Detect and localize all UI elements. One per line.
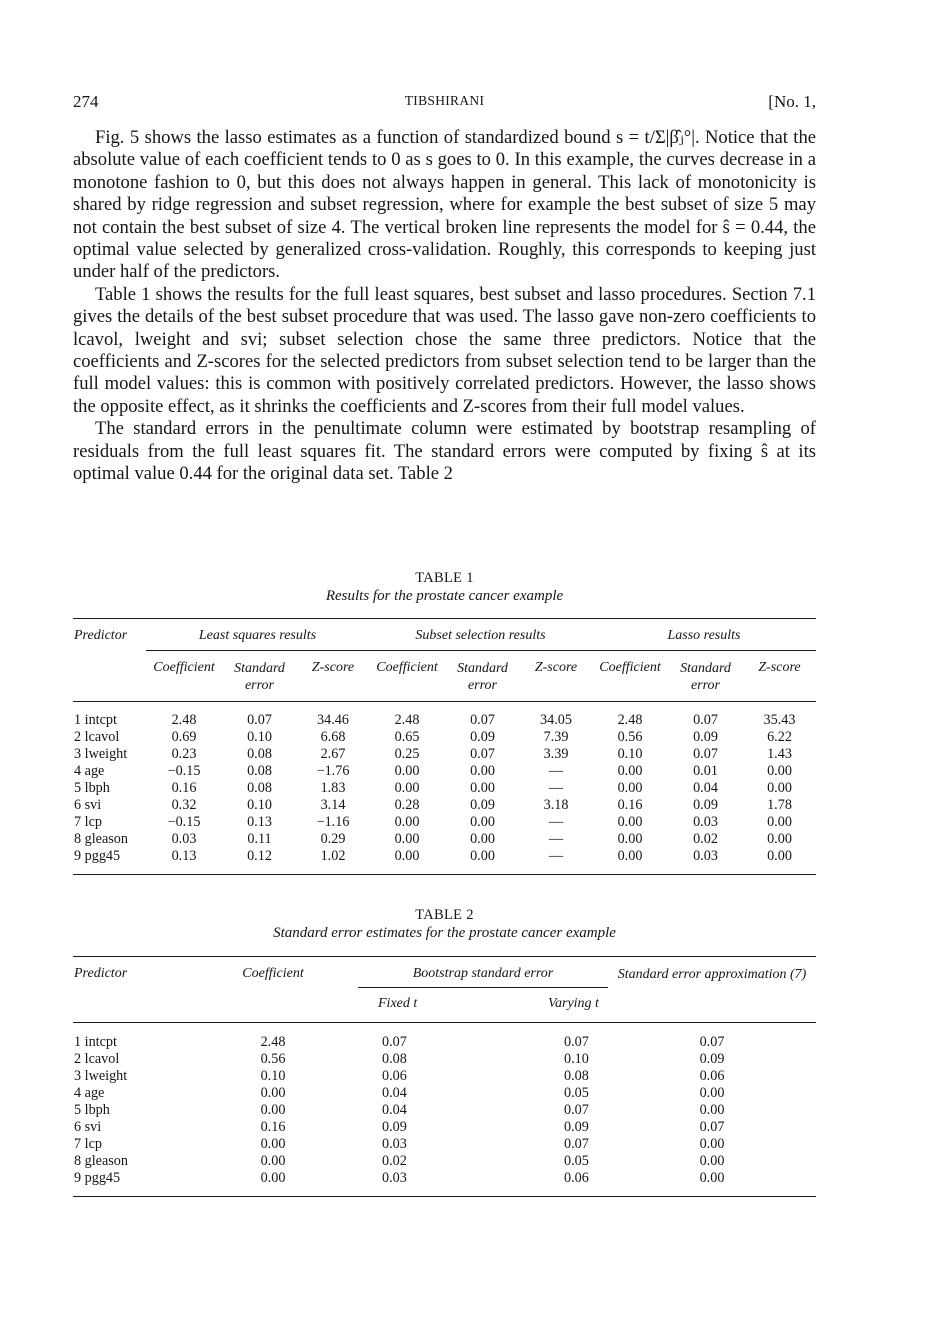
- table1-subheader-row: [73, 651, 816, 702]
- value-cell: 0.07: [470, 712, 495, 728]
- value-cell: 0.09: [470, 729, 495, 745]
- value-cell: 0.07: [564, 1136, 589, 1152]
- value-cell: 0.00: [767, 831, 792, 847]
- value-cell: 0.00: [394, 848, 420, 864]
- value-cell: 0.05: [564, 1153, 589, 1169]
- value-cell: 0.00: [699, 1170, 725, 1186]
- table-row: [73, 1119, 816, 1136]
- predictor-cell: 6 svi: [74, 1119, 102, 1135]
- table2-title: [73, 906, 816, 942]
- value-cell: 0.56: [260, 1051, 286, 1067]
- value-cell: 0.10: [260, 1068, 286, 1084]
- value-cell: 3.18: [543, 797, 569, 813]
- value-cell: 0.00: [394, 780, 420, 796]
- value-cell: 0.10: [617, 746, 643, 762]
- value-cell: 0.02: [693, 831, 718, 847]
- value-cell: 6.22: [767, 729, 792, 745]
- table-row: [73, 702, 816, 730]
- value-cell: 0.56: [617, 729, 643, 745]
- table-row: [73, 1068, 816, 1085]
- value-cell: 7.39: [543, 729, 569, 745]
- table1-caption: Results for the prostate cancer example: [325, 588, 564, 604]
- value-cell: 0.08: [247, 763, 272, 779]
- value-cell: −1.76: [316, 763, 350, 779]
- paragraph-standard-errors: The standard errors in the penultimate column were estimated by bootstrap resampling of residuals from the full least squares fit. The standard errors were computed by fixing ŝ at its optimal value 0.44 for the original data set. Table 2: [73, 418, 816, 485]
- value-cell: 34.46: [317, 712, 349, 728]
- table-row: [73, 1051, 816, 1068]
- value-cell: 0.65: [394, 729, 420, 745]
- predictor-cell: 7 lcp: [74, 1136, 102, 1152]
- table2: [73, 956, 816, 1197]
- value-cell: 0.00: [617, 814, 643, 830]
- value-cell: 0.12: [247, 848, 272, 864]
- predictor-cell: 4 age: [74, 1085, 105, 1101]
- value-cell: 0.00: [699, 1085, 725, 1101]
- value-cell: 0.69: [171, 729, 197, 745]
- table1-group-subset: Subset selection results: [369, 619, 592, 651]
- value-cell: 0.00: [767, 763, 792, 779]
- predictor-cell: 1 intcpt: [74, 1034, 117, 1050]
- value-cell: 3.39: [543, 746, 569, 762]
- value-cell: 0.06: [564, 1170, 589, 1186]
- value-cell: 0.00: [394, 763, 420, 779]
- value-cell: −0.15: [167, 814, 201, 830]
- paragraph-fig5: Fig. 5 shows the lasso estimates as a function of standardized bound s = t/Σ|β̂ⱼ°|. Notice that the absolute value of each coefficient tends to 0 as s goes to 0. In this example, the curves decrease in a monotone fashion to 0, but this does not always happen in general. This lack of monotonicity is shared by ridge regression and subset regression, where for example the best subset of size 5 may not contain the best subset of size 4. The vertical broken line represents the model for ŝ = 0.44, the optimal value selected by generalized cross-validation. Roughly, this corresponds to keeping just under half of the predictors.: [73, 127, 816, 283]
- value-cell: 0.04: [382, 1102, 407, 1118]
- table2-label: TABLE 2: [415, 907, 474, 923]
- value-cell: 0.29: [320, 831, 346, 847]
- table-row: [73, 1136, 816, 1153]
- value-cell: 1.43: [767, 746, 792, 762]
- table2-caption: Standard error estimates for the prostate cancer example: [273, 925, 616, 941]
- value-cell: 0.04: [693, 780, 718, 796]
- value-cell: 0.00: [394, 831, 420, 847]
- value-cell: 1.83: [320, 780, 346, 796]
- predictor-cell: 2 lcavol: [74, 729, 120, 745]
- table2-header-row: [73, 957, 816, 988]
- predictor-cell: 9 pgg45: [74, 848, 121, 864]
- table1-title: [73, 569, 816, 605]
- ss-z-score-header: Z-score: [534, 660, 578, 675]
- value-cell: 1.02: [320, 848, 346, 864]
- table-row: [73, 763, 816, 780]
- value-cell: 0.23: [171, 746, 197, 762]
- value-cell: —: [548, 763, 564, 779]
- value-cell: 0.09: [382, 1119, 407, 1135]
- value-cell: 2.48: [394, 712, 420, 728]
- value-cell: 0.00: [470, 831, 495, 847]
- value-cell: 0.00: [767, 848, 792, 864]
- value-cell: 2.48: [617, 712, 643, 728]
- predictor-cell: 1 intcpt: [74, 712, 117, 728]
- body-text: [73, 127, 816, 486]
- lasso-z-score-header: Z-score: [758, 660, 801, 675]
- value-cell: 0.03: [693, 848, 718, 864]
- value-cell: 0.00: [699, 1153, 725, 1169]
- table-row: [73, 797, 816, 814]
- ss-coefficient-header: Coefficient: [376, 660, 438, 675]
- table1-predictor-header: Predictor: [74, 628, 128, 643]
- value-cell: 0.16: [260, 1119, 286, 1135]
- value-cell: 0.07: [699, 1119, 725, 1135]
- table-row: [73, 848, 816, 875]
- table1-body: [73, 702, 816, 875]
- value-cell: 0.03: [693, 814, 718, 830]
- table-row: [73, 729, 816, 746]
- value-cell: 0.13: [247, 814, 272, 830]
- value-cell: 0.09: [693, 729, 718, 745]
- ss-standard-error-header: Standard error: [457, 661, 508, 693]
- value-cell: 0.00: [470, 763, 495, 779]
- value-cell: 2.67: [320, 746, 346, 762]
- value-cell: 0.08: [247, 746, 272, 762]
- predictor-cell: 3 lweight: [74, 746, 128, 762]
- value-cell: 0.07: [564, 1102, 589, 1118]
- value-cell: 35.43: [763, 712, 796, 728]
- predictor-cell: 3 lweight: [74, 1068, 128, 1084]
- page-number: 274: [73, 92, 99, 111]
- value-cell: 0.00: [699, 1136, 725, 1152]
- value-cell: 0.04: [382, 1085, 407, 1101]
- table2-coefficient-header: Coefficient: [242, 966, 304, 981]
- value-cell: 0.00: [767, 780, 792, 796]
- value-cell: 0.07: [564, 1034, 589, 1050]
- predictor-cell: 9 pgg45: [74, 1170, 121, 1186]
- value-cell: 0.00: [394, 814, 420, 830]
- table1-group-header-row: [73, 619, 816, 651]
- value-cell: 0.06: [699, 1068, 725, 1084]
- value-cell: 0.07: [382, 1034, 407, 1050]
- ls-standard-error-header: Standard error: [234, 661, 285, 693]
- value-cell: 0.09: [693, 797, 718, 813]
- table2-approx-header: Standard error approximation (7): [617, 967, 807, 982]
- value-cell: 0.00: [767, 814, 792, 830]
- value-cell: 0.03: [171, 831, 197, 847]
- value-cell: 0.07: [470, 746, 495, 762]
- table-row: [73, 814, 816, 831]
- lasso-coefficient-header: Coefficient: [599, 660, 661, 675]
- value-cell: 0.32: [171, 797, 197, 813]
- table-row: [73, 1102, 816, 1119]
- value-cell: 0.10: [564, 1051, 589, 1067]
- table1-label: TABLE 1: [415, 570, 474, 586]
- running-head-author: TIBSHIRANI: [404, 93, 485, 108]
- value-cell: 0.07: [699, 1034, 725, 1050]
- value-cell: 0.08: [382, 1051, 407, 1067]
- value-cell: 0.00: [260, 1170, 286, 1186]
- value-cell: 0.09: [699, 1051, 725, 1067]
- value-cell: 0.07: [693, 746, 718, 762]
- predictor-cell: 8 gleason: [74, 1153, 128, 1169]
- value-cell: 0.00: [260, 1102, 286, 1118]
- value-cell: 6.68: [320, 729, 346, 745]
- value-cell: 0.05: [564, 1085, 589, 1101]
- issue-number: [No. 1,: [768, 92, 816, 111]
- value-cell: −1.16: [316, 814, 350, 830]
- value-cell: 0.25: [394, 746, 420, 762]
- predictor-cell: 7 lcp: [74, 814, 102, 830]
- ls-z-score-header: Z-score: [311, 660, 355, 675]
- table-row: [73, 831, 816, 848]
- value-cell: 0.02: [382, 1153, 407, 1169]
- value-cell: 34.05: [540, 712, 572, 728]
- value-cell: 0.13: [171, 848, 197, 864]
- value-cell: 0.03: [382, 1136, 407, 1152]
- value-cell: 0.16: [617, 797, 643, 813]
- value-cell: —: [548, 848, 564, 864]
- value-cell: 0.00: [470, 814, 495, 830]
- paragraph-table1: Table 1 shows the results for the full least squares, best subset and lasso procedures. Section 7.1 gives the details of the best subset procedure that was used. The lasso gave non-zero coefficients to lcavol, lweight and svi; subset selection chose the same three predictors. Notice that the coefficients and Z-scores for the selected predictors from subset selection tend to be larger than the full model values: this is common with positively correlated predictors. However, the lasso shows the opposite effect, as it shrinks the coefficients and Z-scores from their full model values.: [73, 283, 816, 417]
- value-cell: 3.14: [320, 797, 346, 813]
- table1-group-lasso: Lasso results: [592, 619, 816, 651]
- table1: [73, 618, 816, 875]
- value-cell: 1.78: [767, 797, 792, 813]
- value-cell: 2.48: [171, 712, 197, 728]
- table-row: [73, 1085, 816, 1102]
- value-cell: 0.00: [617, 848, 643, 864]
- value-cell: 0.00: [617, 780, 643, 796]
- value-cell: —: [548, 814, 564, 830]
- value-cell: 0.10: [247, 729, 272, 745]
- predictor-cell: 5 lbph: [74, 1102, 110, 1118]
- value-cell: 0.00: [617, 763, 643, 779]
- ls-coefficient-header: Coefficient: [153, 660, 215, 675]
- value-cell: —: [548, 780, 564, 796]
- value-cell: 0.11: [247, 831, 272, 847]
- value-cell: 0.00: [470, 780, 495, 796]
- value-cell: 0.07: [247, 712, 272, 728]
- value-cell: 0.00: [260, 1153, 286, 1169]
- value-cell: 0.28: [394, 797, 420, 813]
- predictor-cell: 2 lcavol: [74, 1051, 120, 1067]
- value-cell: 0.10: [247, 797, 272, 813]
- value-cell: 0.08: [247, 780, 272, 796]
- value-cell: 0.00: [260, 1085, 286, 1101]
- value-cell: 0.00: [470, 848, 495, 864]
- table1-group-least-squares: Least squares results: [146, 619, 369, 651]
- predictor-cell: 5 lbph: [74, 780, 110, 796]
- value-cell: 0.09: [564, 1119, 589, 1135]
- predictor-cell: 8 gleason: [74, 831, 128, 847]
- value-cell: —: [548, 831, 564, 847]
- table2-body: [73, 1023, 816, 1197]
- table-row: [73, 1170, 816, 1197]
- value-cell: 0.09: [470, 797, 495, 813]
- value-cell: 0.03: [382, 1170, 407, 1186]
- value-cell: 0.00: [699, 1102, 725, 1118]
- value-cell: 0.00: [260, 1136, 286, 1152]
- predictor-cell: 4 age: [74, 763, 105, 779]
- value-cell: 0.16: [171, 780, 197, 796]
- predictor-cell: 6 svi: [74, 797, 102, 813]
- value-cell: 0.01: [693, 763, 718, 779]
- table2-predictor-header: Predictor: [74, 966, 128, 981]
- table-row: [73, 780, 816, 797]
- table-row: [73, 1023, 816, 1052]
- table2-varying-t-header: Varying t: [548, 996, 599, 1011]
- value-cell: −0.15: [167, 763, 201, 779]
- value-cell: 0.08: [564, 1068, 589, 1084]
- lasso-standard-error-header: Standard error: [680, 661, 731, 693]
- running-head: [73, 92, 816, 114]
- value-cell: 2.48: [260, 1034, 286, 1050]
- value-cell: 0.00: [617, 831, 643, 847]
- value-cell: 0.07: [693, 712, 718, 728]
- value-cell: 0.06: [382, 1068, 407, 1084]
- table2-fixed-t-header: Fixed t: [378, 996, 418, 1011]
- table2-bootstrap-header: Bootstrap standard error: [358, 957, 608, 988]
- table-row: [73, 746, 816, 763]
- table-row: [73, 1153, 816, 1170]
